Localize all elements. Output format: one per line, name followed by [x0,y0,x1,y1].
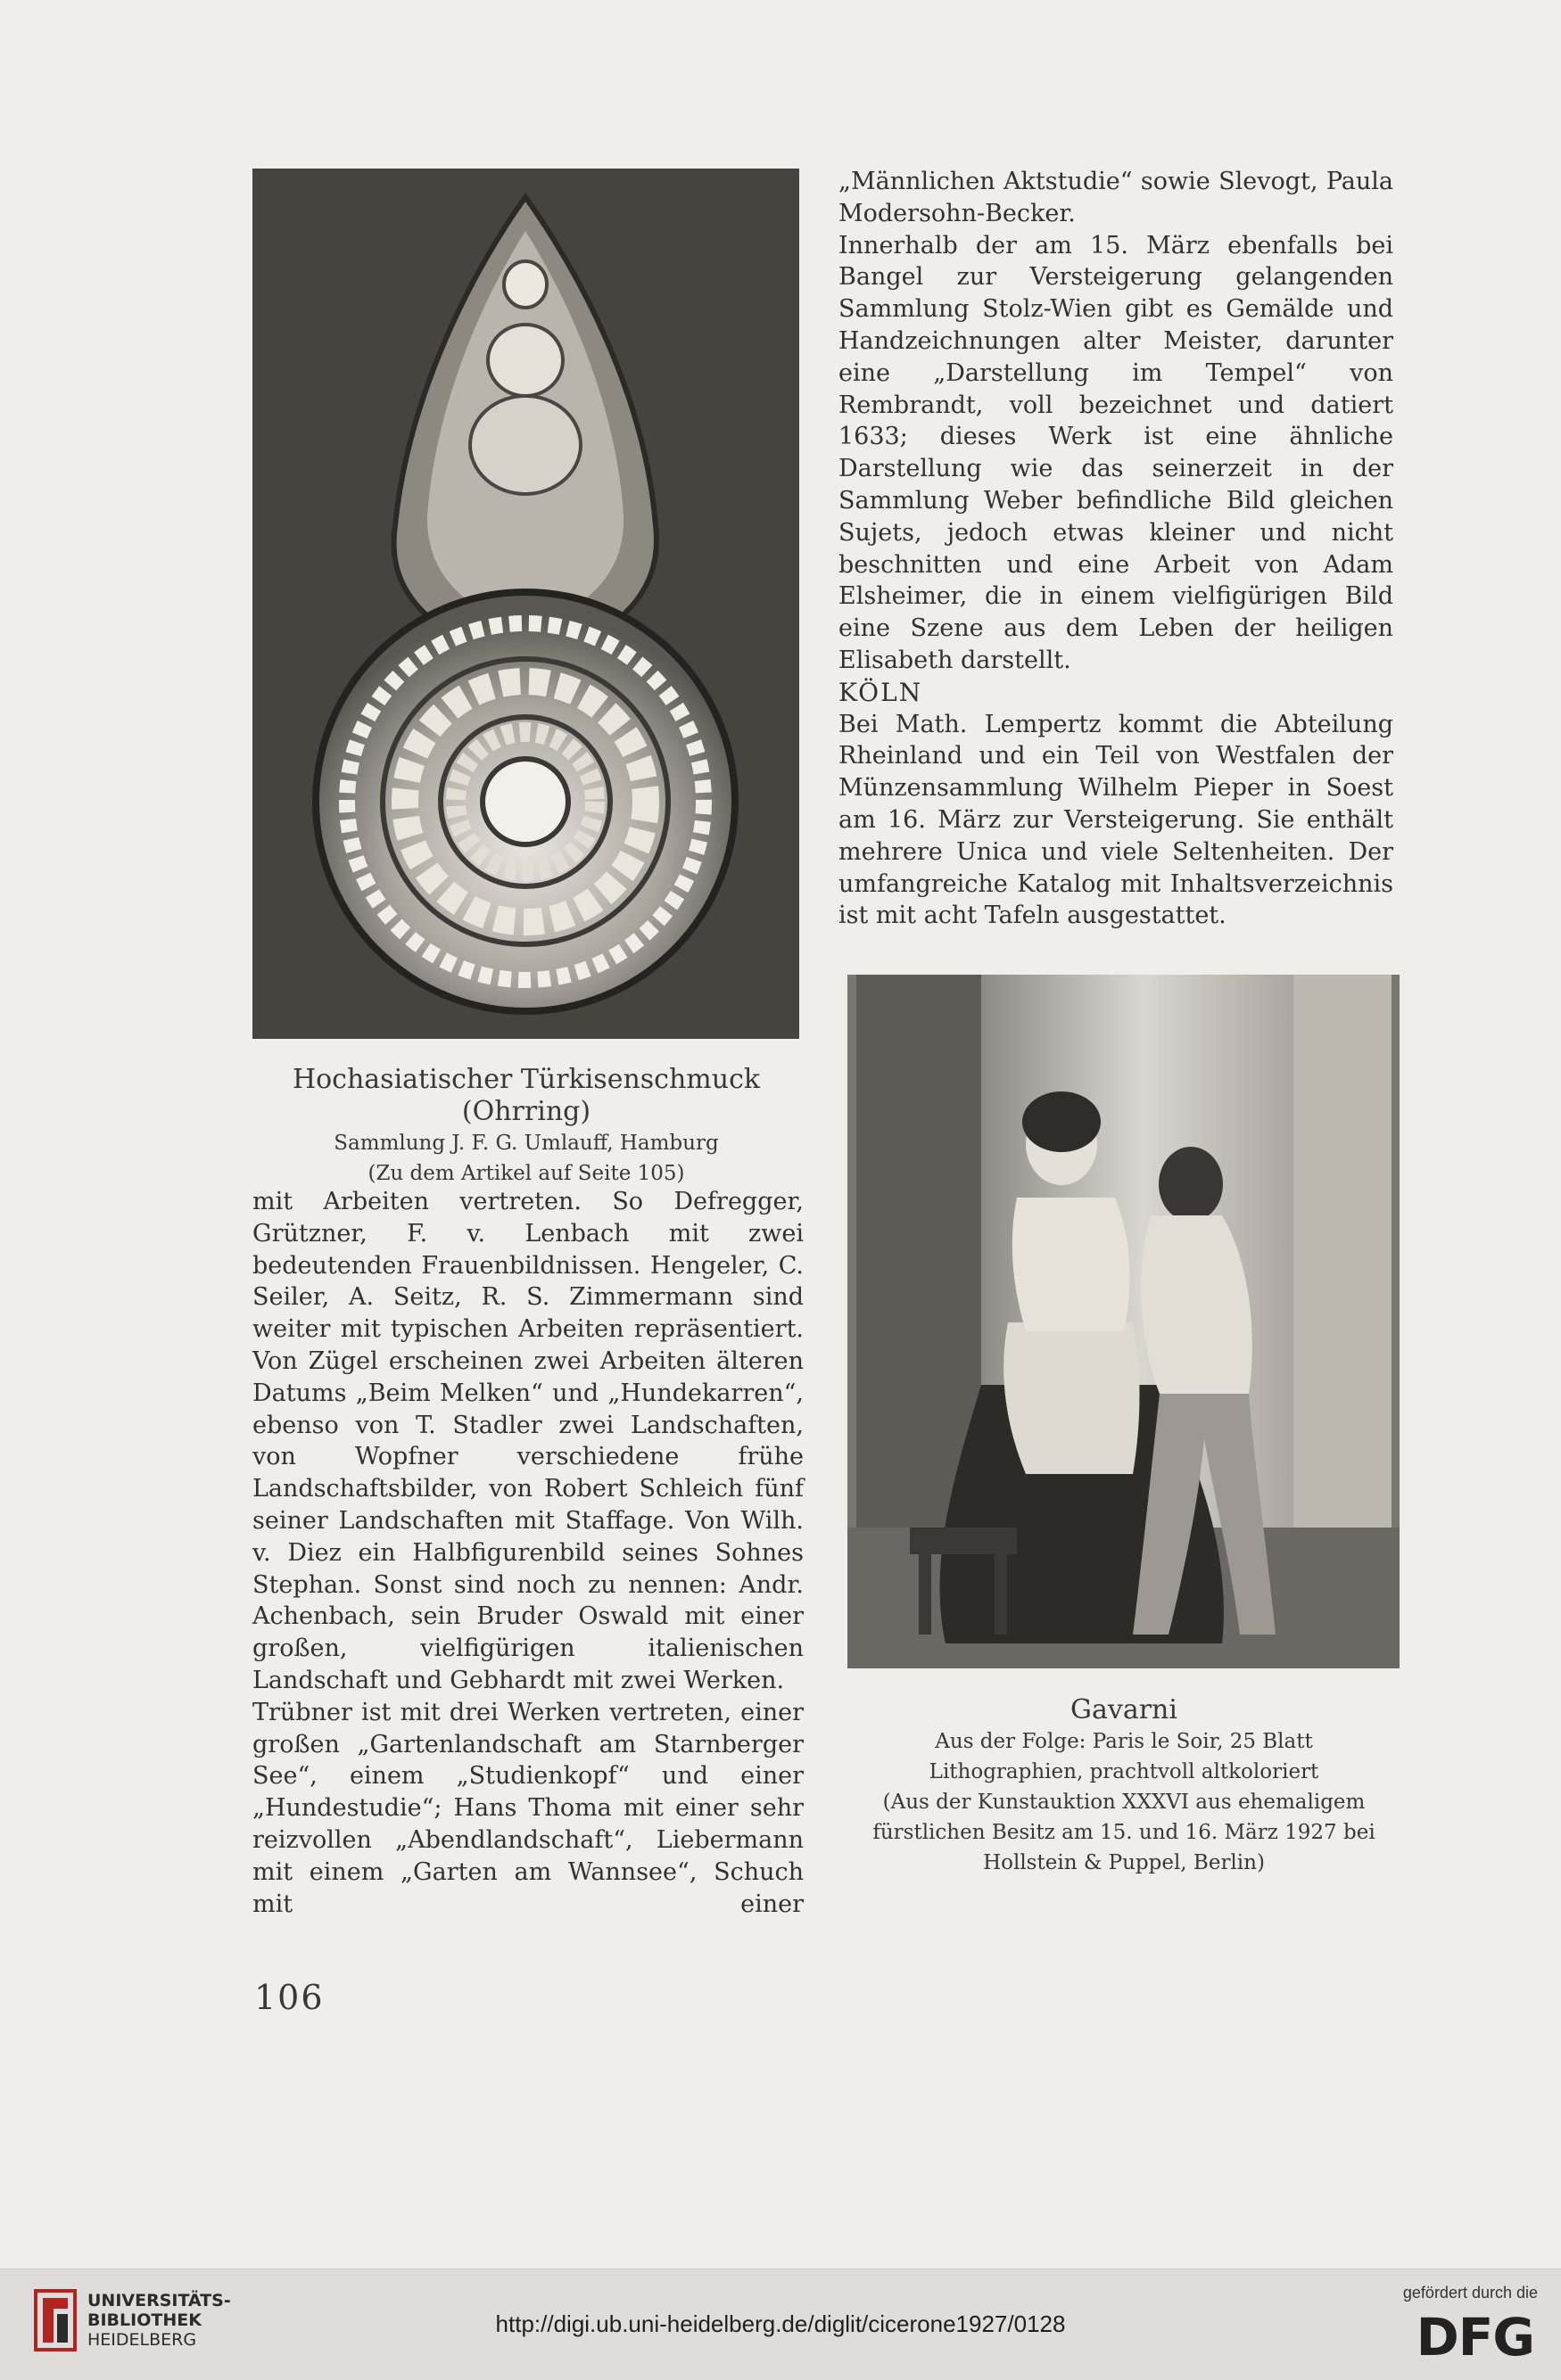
earring-caption [241,1064,812,1189]
gavarni-caption-line5: fürstlichen Besitz am 15. und 16. März 1927 bei [872,1821,1375,1844]
earring-caption-title: Hochasiatischer Türkisenschmuck (Ohrring) [292,1064,761,1127]
left-paragraph-2: Trübner ist mit drei Werken vertreten, einer großen „Gartenlandschaft am Starnberger See“, einem „Studienkopf“ und einer „Hundestudie“; Hans Thoma mit einer sehr reizvollen „Abendlandschaft“, Liebermann mit einem „Garten am Wannsee“, Schuch mit einer [252,1698,804,1918]
earring-photograph [252,169,799,1039]
section-heading-koeln: KÖLN [838,677,923,707]
footer-bar [0,2269,1561,2380]
earring-caption-reference: (Zu dem Artikel auf Seite 105) [368,1162,685,1185]
right-paragraph-2: Innerhalb der am 15. März ebenfalls bei Bangel zur Versteigerung gelangenden Sammlung Stolz-Wien gibt es Gemälde und Handzeichnungen alter Meister, darunter eine „Darstellung im Tempel“ von Rembrandt, voll bezeichnet und datiert 1633; dieses Werk ist eine ähnliche Darstellung wie das seinerzeit in der Sammlung Weber befindliche Bild gleichen Sujets, jedoch etwas kleiner und nicht beschnitten und eine Arbeit von Adam Elsheimer, die in einem vielfigürigen Bild eine Szene aus dem Leben der heiligen Elisabeth darstellt. [838,231,1393,674]
gavarni-caption-line4: (Aus der Kunstauktion XXXVI aus ehemaligem [882,1791,1366,1814]
right-text-column [838,166,1393,932]
gavarni-caption-line3: Lithographien, prachtvoll altkoloriert [929,1760,1319,1783]
earring-caption-collection: Sammlung J. F. G. Umlauff, Hamburg [334,1132,719,1155]
gavarni-caption-line2: Aus der Folge: Paris le Soir, 25 Blatt [935,1730,1313,1753]
dfg-logo: DFG [1416,2307,1534,2368]
gavarni-caption-title: Gavarni [1070,1694,1177,1725]
gavarni-caption [834,1694,1414,1878]
library-line-2: BIBLIOTHEK [87,2310,202,2330]
right-paragraph-1: „Männlichen Aktstudie“ sowie Slevogt, Paula Modersohn-Becker. [838,168,1393,227]
permalink-url[interactable]: http://digi.ub.uni-heidelberg.de/diglit/cicerone1927/0128 [495,2310,1066,2337]
gavarni-lithograph [847,975,1400,1668]
funded-by-label: gefördert durch die [1402,2284,1538,2302]
right-paragraph-3: Bei Math. Lempertz kommt die Abteilung Rheinland und ein Teil von Westfalen der Münzensammlung Wilhelm Pieper in Soest am 16. März zur Versteigerung. Sie enthält mehrere Unica und viele Seltenheiten. Der umfangreiche Katalog mit Inhaltsverzeichnis ist mit acht Tafeln ausgestattet. [838,710,1393,930]
page-number: 106 [254,1978,325,2017]
left-paragraph-1: mit Arbeiten vertreten. So Defregger, Grützner, F. v. Lenbach mit zwei bedeutenden Frauenbildnissen. Hengeler, C. Seiler, A. Seitz, R. S. Zimmermann sind weiter mit typischen Arbeiten repräsentiert. Von Zügel erscheinen zwei Arbeiten älteren Datums „Beim Melken“ und „Hundekarren“, ebenso von T. Stadler zwei Landschaften, von Wopfner verschiedene frühe Landschaftsbilder, von Robert Schleich fünf seiner Landschaften mit Staffage. Von Wilh. v. Diez ein Halbfigurenbild seines Sohnes Stephan. Sonst sind noch zu nennen: Andr. Achenbach, sein Bruder Oswald mit einer großen, vielfigürigen italienischen Landschaft und Gebhardt mit zwei Werken. [252,1188,804,1694]
library-line-3: HEIDELBERG [87,2330,197,2350]
left-text-column [252,1186,804,1920]
gavarni-caption-line6: Hollstein & Puppel, Berlin) [983,1851,1265,1874]
library-line-1: UNIVERSITÄTS- [87,2291,231,2310]
